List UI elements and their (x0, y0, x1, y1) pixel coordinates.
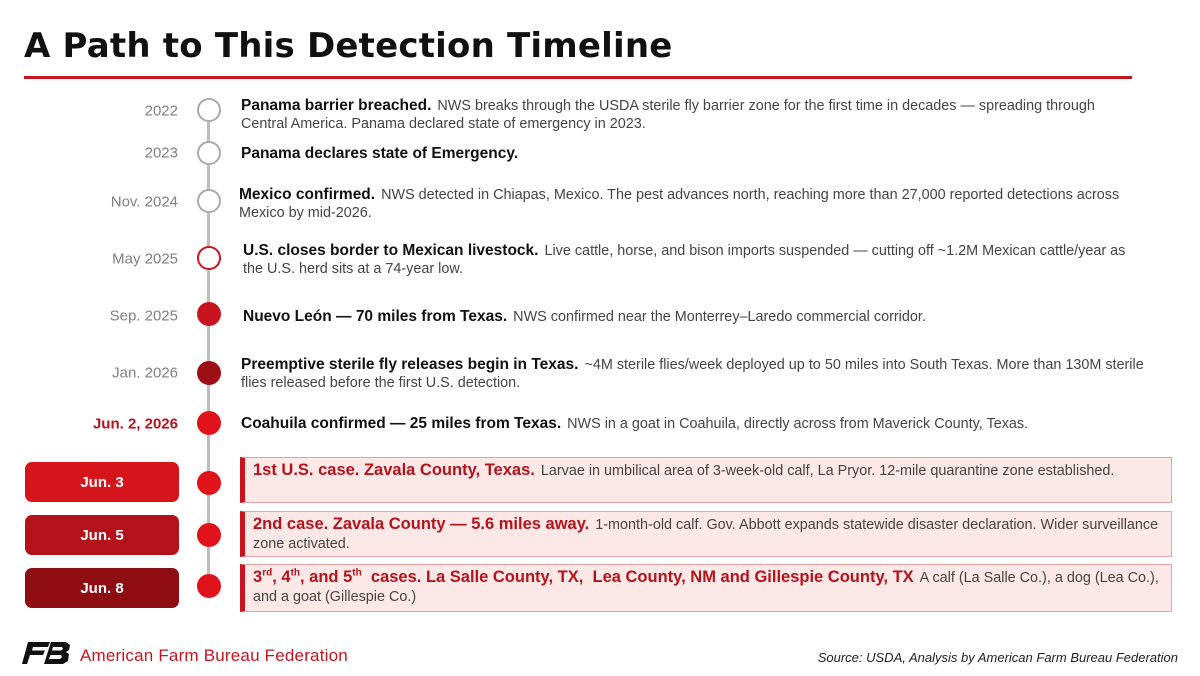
event-detail: ~4M sterile flies/week deployed up to 50 miles into South Texas. More than 130M sterile flies released before the first U.S. detection. (241, 357, 1144, 391)
timeline-node (197, 411, 221, 435)
event-date: Jun. 2, 2026 (92, 415, 178, 433)
event-date: Sep. 2025 (109, 307, 178, 325)
event-detail: Live cattle, horse, and bison imports suspended — cutting off ~1.2M Mexican cattle/year as the U.S. herd sits at a 74-year low. (243, 243, 1126, 277)
event-date: Nov. 2024 (110, 193, 178, 211)
event-detail: NWS confirmed near the Monterrey–Laredo commercial corridor. (513, 309, 926, 325)
event-date: Jan. 2026 (112, 364, 178, 382)
org-name: American Farm Bureau Federation (80, 646, 348, 665)
case-detail: A calf (La Salle Co.), a dog (Lea Co.), and a goat (Gillespie Co.) (253, 570, 1159, 605)
fb-logo-icon (22, 642, 72, 664)
event-heading: Coahuila confirmed — 25 miles from Texas. (241, 415, 562, 432)
timeline-node (197, 471, 221, 495)
event-description (241, 97, 1141, 133)
event-detail: NWS in a goat in Coahuila, directly across from Maverick County, Texas. (567, 416, 1029, 432)
case-detail: 1-month-old calf. Gov. Abbott expands statewide disaster declaration. Wider surveillance zone activated. (253, 517, 1159, 552)
event-heading: Nuevo León — 70 miles from Texas. (243, 308, 508, 325)
event-description (241, 145, 1141, 163)
event-heading: Preemptive sterile fly releases begin in Texas. (241, 356, 579, 373)
case-heading: 2nd case. Zavala County — 5.6 miles away. (253, 515, 590, 533)
timeline-node (197, 574, 221, 598)
title-divider (24, 76, 1132, 79)
timeline-node (197, 302, 221, 326)
timeline-node (197, 523, 221, 547)
case-box (240, 564, 1172, 612)
event-detail: NWS breaks through the USDA sterile fly barrier zone for the first time in decades — spreading through Central America. Panama declared state of emergency in 2023. (241, 98, 1095, 132)
timeline-node (197, 361, 221, 385)
case-detail: Larvae in umbilical area of 3-week-old calf, La Pryor. 12-mile quarantine zone established. (540, 463, 1115, 479)
event-heading: Panama declares state of Emergency. (241, 145, 519, 162)
event-date: 2022 (144, 102, 178, 120)
source-note: Source: USDA, Analysis by American Farm Bureau Federation (817, 650, 1178, 665)
timeline-node (197, 98, 221, 122)
timeline-node (197, 246, 221, 270)
case-box (240, 511, 1172, 557)
case-heading: 3rd, 4th, and 5th cases. La Salle County, TX, Lea County, NM and Gillespie County, TX (253, 567, 914, 586)
event-detail: NWS detected in Chiapas, Mexico. The pest advances north, reaching more than 27,000 reported detections across Mexico by mid-2026. (239, 187, 1120, 221)
event-heading: U.S. closes border to Mexican livestock. (243, 242, 539, 259)
case-date-pill: Jun. 8 (25, 568, 179, 608)
event-description (243, 308, 1143, 326)
case-heading: 1st U.S. case. Zavala County, Texas. (253, 461, 535, 479)
case-date-pill: Jun. 3 (25, 462, 179, 502)
event-description (243, 242, 1133, 278)
event-description (241, 356, 1151, 392)
timeline-node (197, 141, 221, 165)
case-date-pill: Jun. 5 (25, 515, 179, 555)
event-heading: Panama barrier breached. (241, 97, 432, 114)
case-box (240, 457, 1172, 503)
event-description (239, 186, 1164, 222)
timeline-spine (207, 108, 210, 588)
event-description (241, 415, 1151, 433)
event-heading: Mexico confirmed. (239, 186, 376, 203)
page-title: A Path to This Detection Timeline (24, 26, 673, 66)
timeline-node (197, 189, 221, 213)
event-date: 2023 (144, 144, 178, 162)
event-date: May 2025 (112, 250, 178, 268)
